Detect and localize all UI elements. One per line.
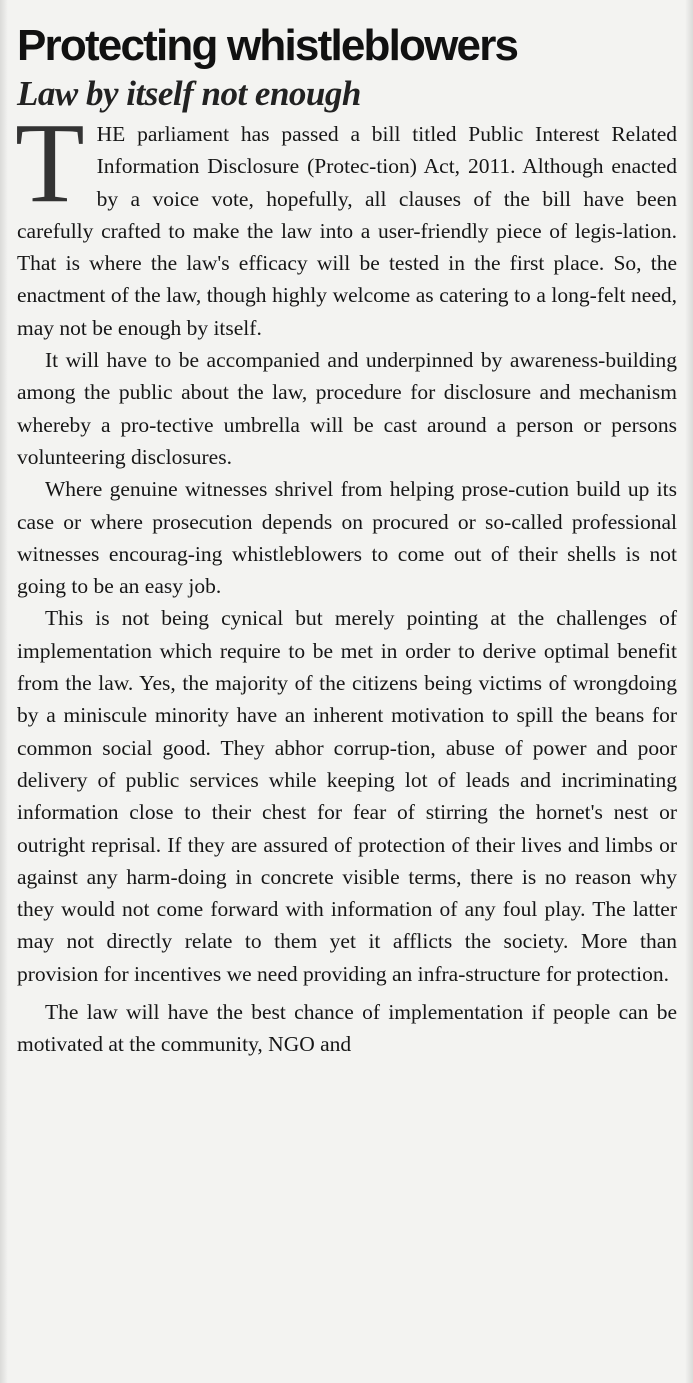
page-shadow-left [0, 0, 8, 1383]
paragraph-4: This is not being cynical but merely pointing at the challenges of implementation which require to be met in order to derive optimal benefit from the law. Yes, the majority of the citizens being victims of wrongdoing by a miniscule minority have an inherent motivation to spill the beans for common social good. They abhor corrup-tion, abuse of power and poor delivery of public services while keeping lot of leads and incriminating information close to their chest for fear of stirring the hornet's nest or outright reprisal. If they are assured of protection of their lives and limbs or against any harm-doing in concrete visible terms, there is no reason why they would not come forward with information of any foul play. The latter may not directly relate to them yet it afflicts the society. More than provision for incentives we need providing an infra-structure for protection. [17, 606, 677, 986]
headline: Protecting whistleblowers [17, 21, 518, 70]
newspaper-article [17, 18, 677, 1061]
page-shadow-right [685, 0, 693, 1383]
drop-cap: T [15, 99, 85, 226]
paragraph-1 [15, 99, 677, 344]
paragraph-3: Where genuine witnesses shrivel from helping prose-cution build up its case or where prosecution depends on procured or so-called professional witnesses encourag-ing whistleblowers to come out of their shells is not going to be an easy job. [17, 477, 677, 599]
paragraph-1-text: HE parliament has passed a bill titled Public Interest Related Information Disclosure (Protec-tion) Act, 2011. Although enacted by a voice vote, hopefully, all clauses of the bill have been carefully crafted to make the law into a user-friendly piece of legis-lation. That is where the law's efficacy will be tested in the first place. So, the enactment of the law, though highly welcome as catering to a long-felt need, may not be enough by itself. [17, 122, 677, 340]
subheadline: Law by itself not enough [17, 74, 361, 113]
paragraph-2: It will have to be accompanied and underpinned by awareness-building among the public about the law, procedure for disclosure and mechanism whereby a pro-tective umbrella will be cast around a person or persons volunteering disclosures. [17, 348, 677, 469]
article-body [15, 99, 677, 1061]
paragraph-5: The law will have the best chance of implementation if people can be motivated at the community, NGO and [17, 1000, 677, 1057]
